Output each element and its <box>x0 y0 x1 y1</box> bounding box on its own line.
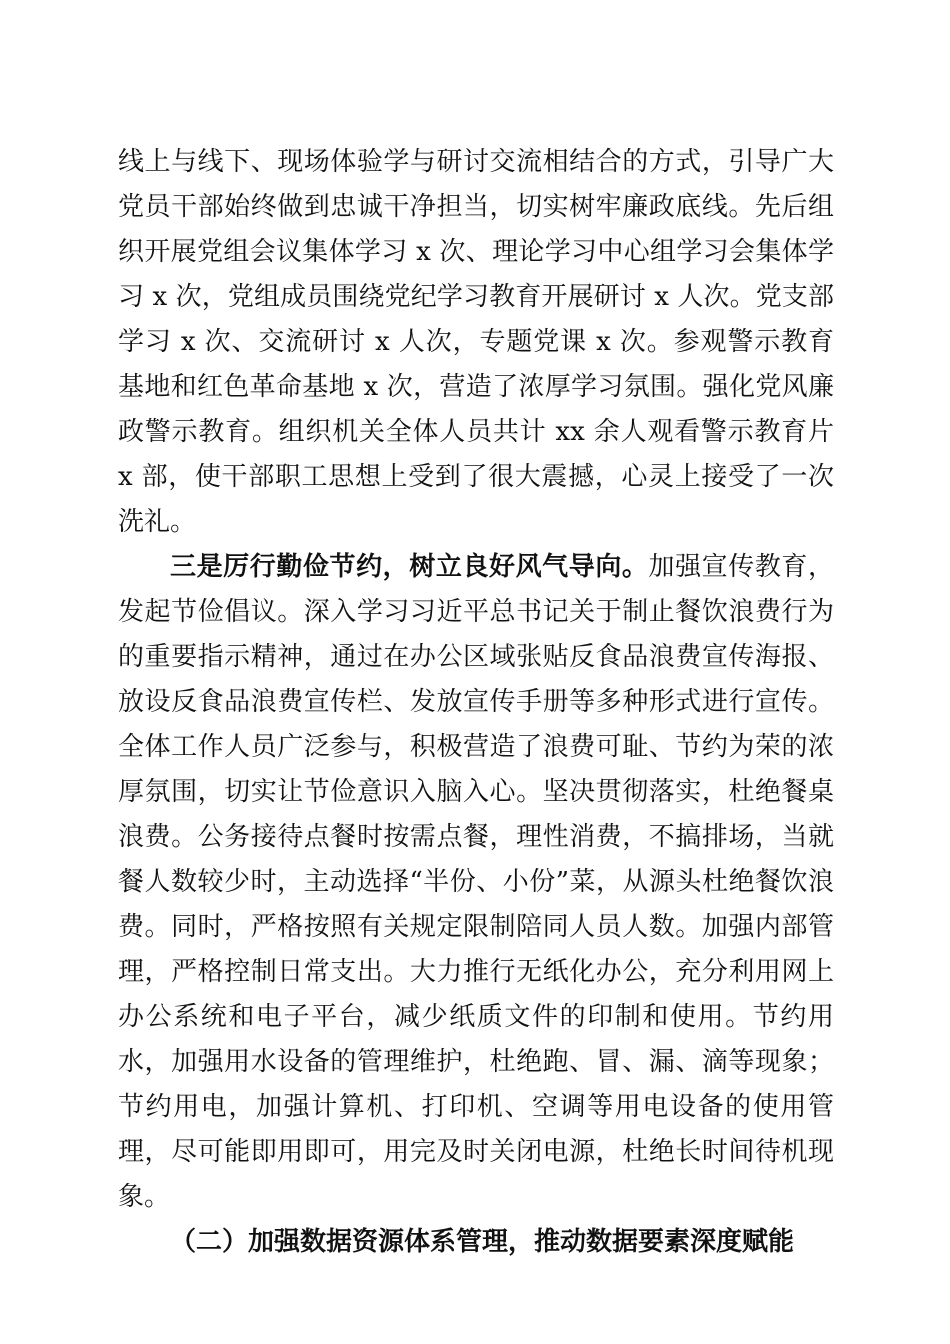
paragraph-frugality <box>118 545 834 1220</box>
paragraph-body: 加强宣传教育，发起节俭倡议。深入学习习近平总书记关于制止餐饮浪费行为的重要指示精神，通过在办公区域张贴反食品浪费宣传海报、放设反食品浪费宣传栏、发放宣传手册等多种形式进行宣传。全体工作人员广泛参与，积极营造了浪费可耻、节约为荣的浓厚氛围，切实让节俭意识入脑入心。坚决贯彻落实，杜绝餐桌浪费。公务接待点餐时按需点餐，理性消费，不搞排场，当就餐人数较少时，主动选择“半份、小份”菜，从源头杜绝餐饮浪费。同时，严格按照有关规定限制陪同人员人数。加强内部管理，严格控制日常支出。大力推行无纸化办公，充分利用网上办公系统和电子平台，减少纸质文件的印制和使用。节约用水，加强用水设备的管理维护，杜绝跑、冒、漏、滴等现象；节约用电，加强计算机、打印机、空调等用电设备的使用管理，尽可能即用即可，用完及时关闭电源，杜绝长时间待机现象。 <box>118 552 834 1212</box>
section-heading: （二）加强数据资源体系管理，推动数据要素深度赋能 <box>170 1227 795 1257</box>
document-body <box>118 140 834 1265</box>
paragraph-continued: 线上与线下、现场体验学与研讨交流相结合的方式，引导广大党员干部始终做到忠诚干净担当，切实树牢廉政底线。先后组织开展党组会议集体学习 x 次、理论学习中心组学习会集体学习 x 次，党组成员围绕党纪学习教育开展研讨 x 人次。党支部学习 x 次、交流研讨 x 人次，专题党课 x 次。参观警示教育基地和红色革命基地 x 次，营造了浓厚学习氛围。强化党风廉政警示教育。组织机关全体人员共计 xx 余人观看警示教育片 x 部，使干部职工思想上受到了很大震撼，心灵上接受了一次洗礼。 <box>118 147 834 537</box>
paragraph-lead-sentence: 三是厉行勤俭节约，树立良好风气导向。 <box>170 552 649 582</box>
